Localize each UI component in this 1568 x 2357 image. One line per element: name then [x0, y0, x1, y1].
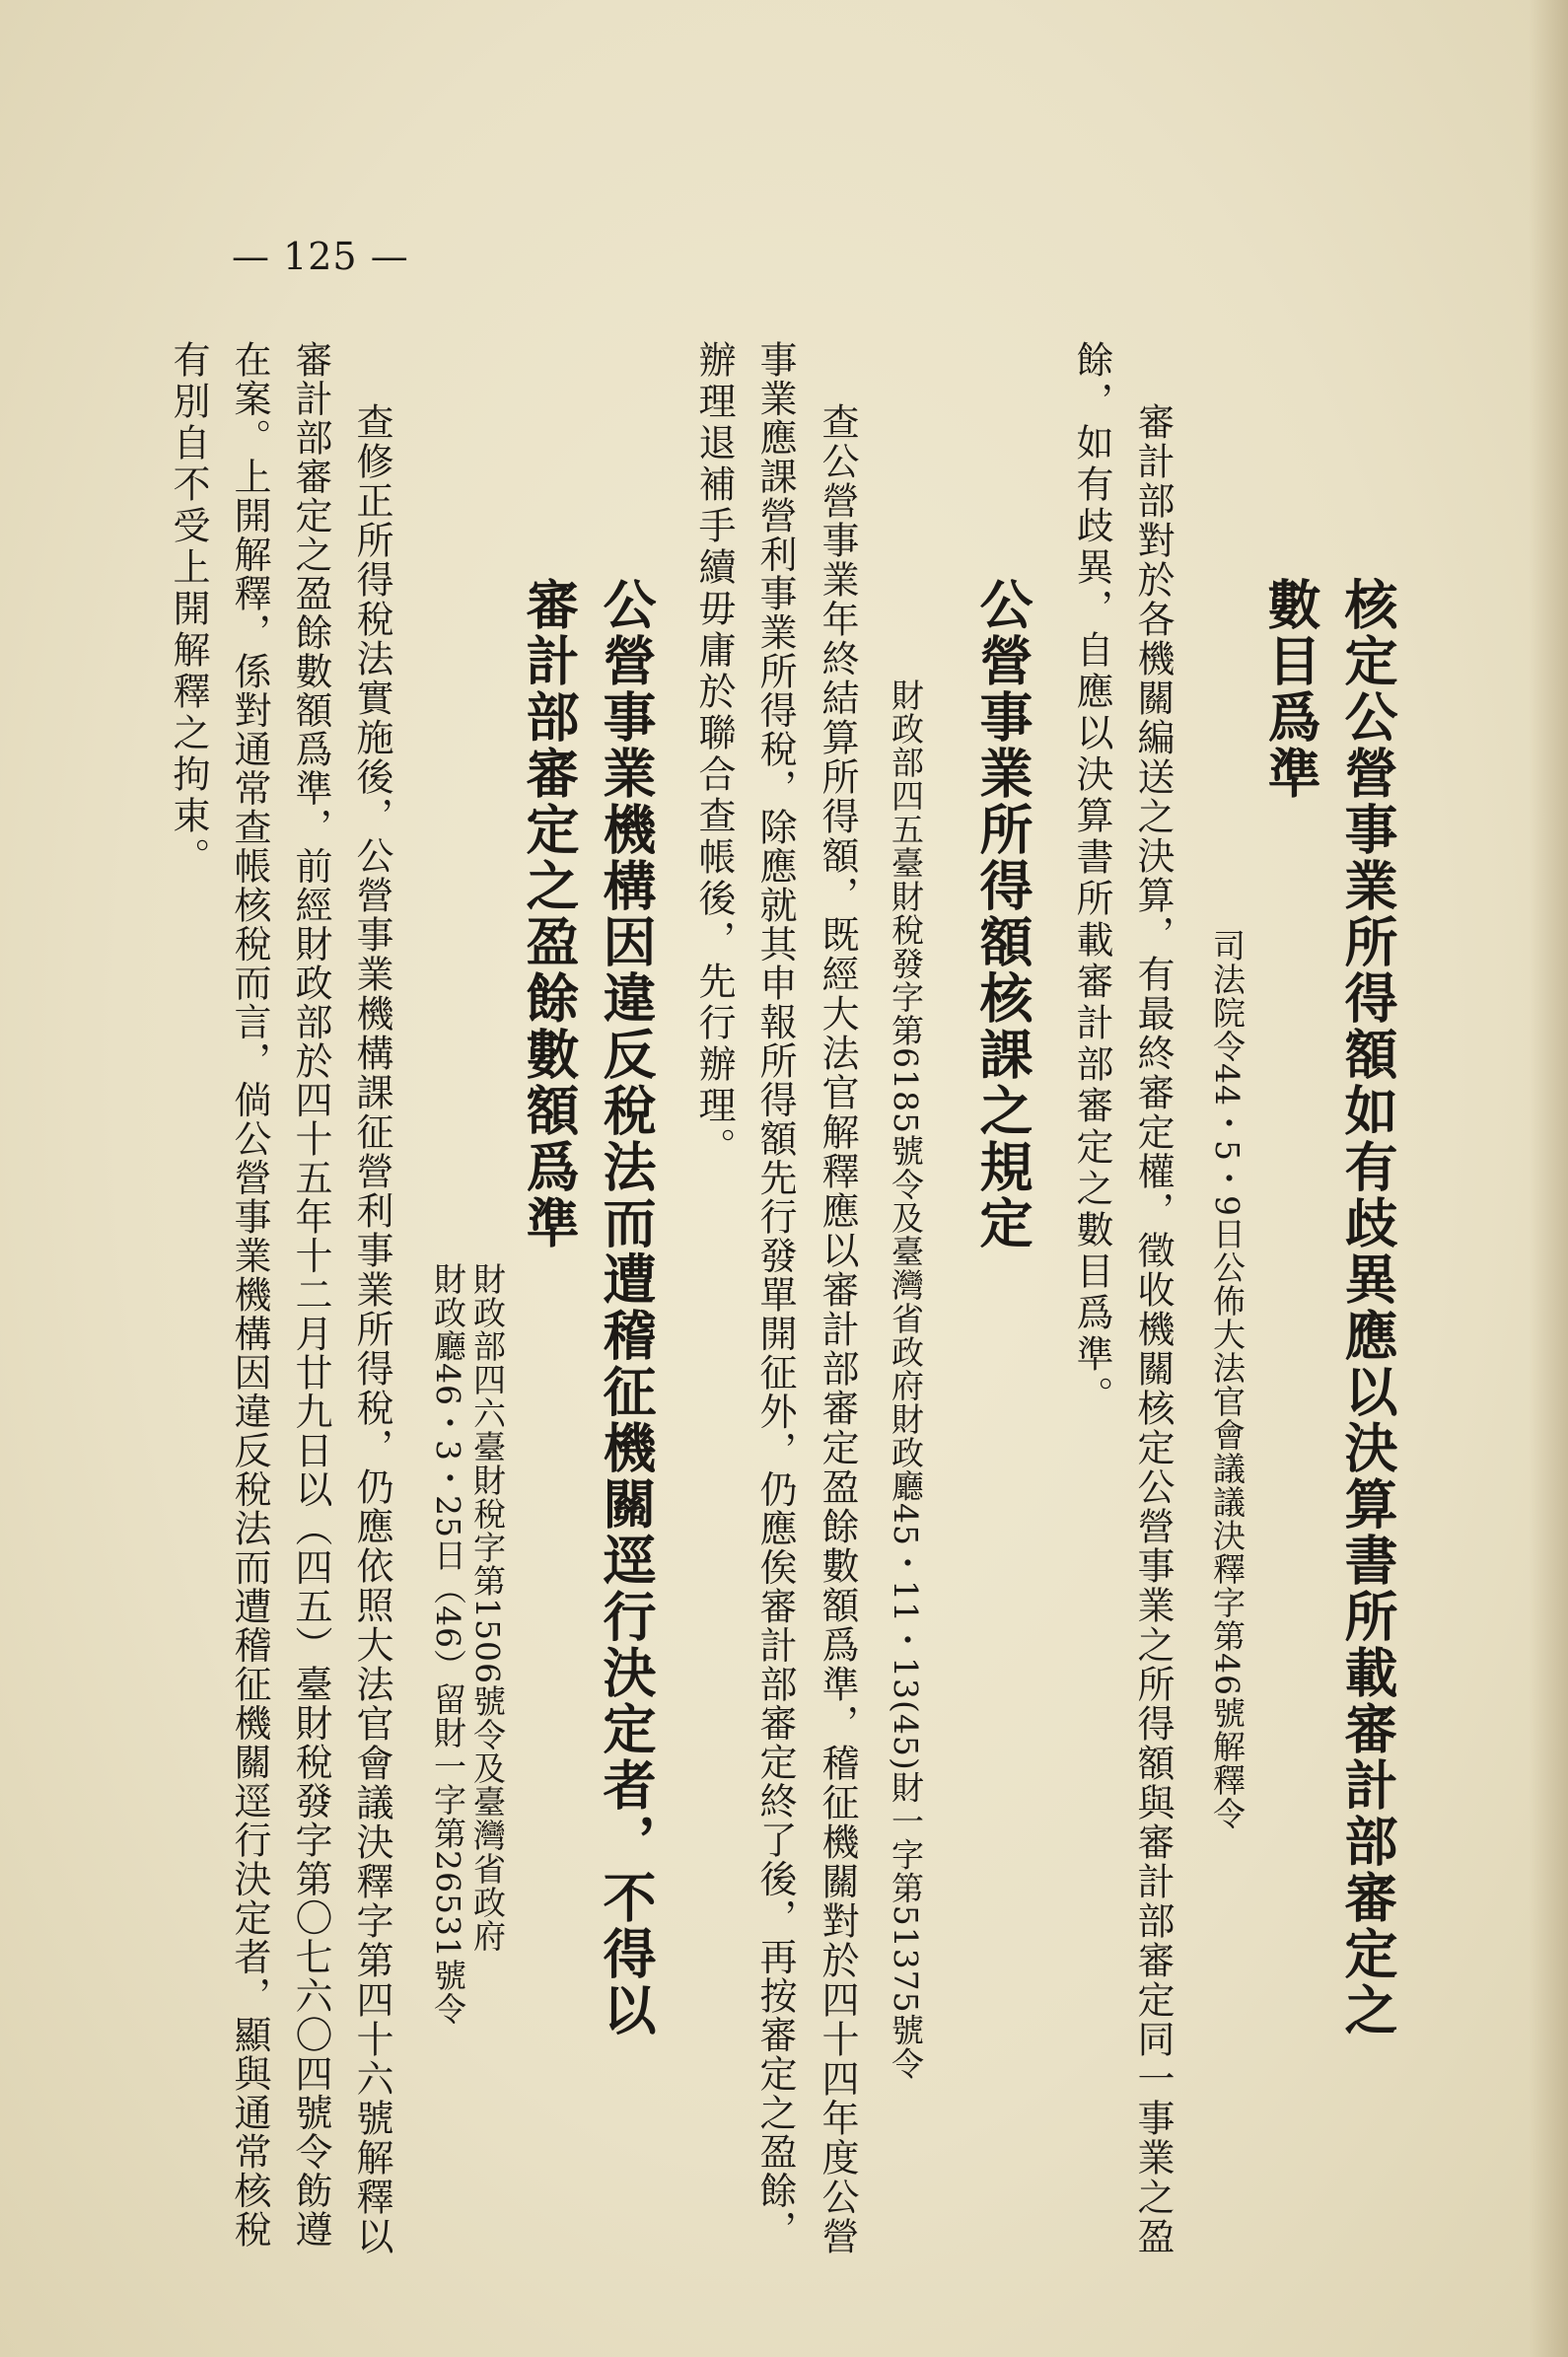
page-number: — 125 — — [232, 235, 409, 278]
section3-body-line3: 在案。上開解釋，係對通常查帳核稅而言，倘公營事業機構因違反稅法而遭稽征機關逕行決定者，顯與通常核稅 — [228, 340, 271, 2250]
section2-title: 公營事業所得額核課之規定 — [971, 577, 1034, 1251]
section3-citation-line2: 財政廳46・3・25日（46）留財一字第26531號令 — [429, 1262, 467, 2026]
page-edge-shadow — [1529, 0, 1568, 2357]
section3-body-line2: 審計部審定之盈餘數額爲準，前經財政部於四十五年十二月廿九日以（四五）臺財稅發字第〇七六〇四號令飭遵 — [289, 340, 332, 2250]
section2-body-line1: 查公營事業年終結算所得額，既經大法官解釋應以審計部審定盈餘數額爲準，稽征機關對於四十四年度公營 — [816, 402, 859, 2256]
section1-citation: 司法院令44・5・9日公佈大法官會議議決釋字第46號解釋令 — [1208, 929, 1247, 1830]
section3-body-line1: 查修正所得稅法實施後，公營事業機構課征營利事業所得稅，仍應依照大法官會議決釋字第四十六號解釋以 — [350, 402, 393, 2256]
section3-citation-line1: 財政部四六臺財稅字第1506號令及臺灣省政府 — [468, 1262, 507, 1953]
section1-title-line2: 數目爲準 — [1259, 577, 1322, 802]
section1-body-line1: 審計部對於各機關編送之決算，有最終審定權，徵收機關核定公營事業之所得額與審計部審定同一事業之盈 — [1131, 402, 1175, 2256]
section3-title-line2: 審計部審定之盈餘數額爲準 — [518, 577, 581, 1251]
section2-body-line3: 辦理退補手續毋庸於聯合查帳後，先行辦理。 — [692, 340, 736, 1169]
section2-citation: 財政部四五臺財稅發字第6185號令及臺灣省政府財政廳45・11・13(45)財一字第51375號令 — [887, 679, 925, 2081]
section3-body-line4: 有別自不受上開解釋之拘束。 — [167, 340, 210, 879]
section1-body-line2: 餘，如有歧異，自應以決算書所載審計部審定之數目爲準。 — [1070, 340, 1113, 1417]
section2-body-line2: 事業應課營利事業所得稅，除應就其申報所得額先行發單開征外，仍應俟審計部審定終了後，再按審定之盈餘， — [753, 340, 797, 2250]
section3-title-line1: 公營事業機構因違反稅法而遭稽征機關逕行決定者，不得以 — [595, 577, 658, 2038]
section1-title-line1: 核定公營事業所得額如有歧異應以決算書所載審計部審定之 — [1336, 577, 1399, 2038]
